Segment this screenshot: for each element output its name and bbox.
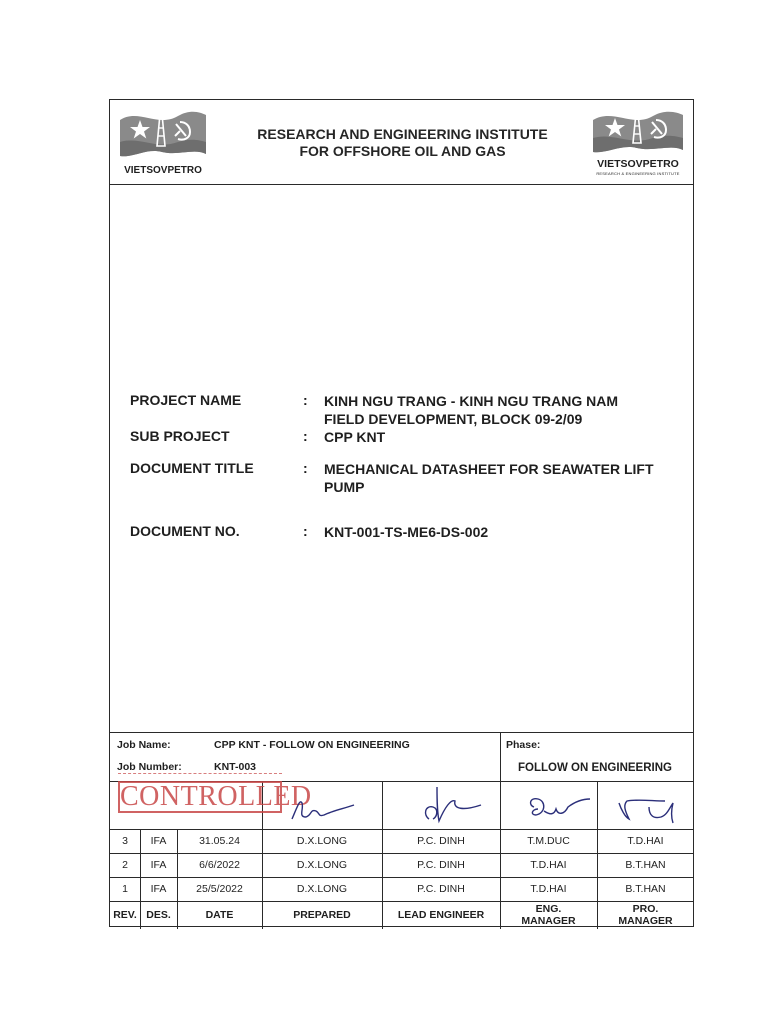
signature-icon [613, 795, 683, 827]
sub-project-label: SUB PROJECT [130, 428, 230, 444]
colon: : [303, 523, 308, 539]
signature-icon [524, 793, 594, 825]
job-revision-block [110, 732, 693, 929]
col-pro-line-2: MANAGER [618, 915, 673, 927]
prepared-cell: D.X.LONG [296, 859, 348, 871]
controlled-stamp: CONTROLLED [120, 781, 312, 812]
lead-engineer-cell: P.C. DINH [417, 859, 465, 871]
document-title-line-2: PUMP [324, 479, 365, 495]
logo-right-tagline: RESEARCH & ENGINEERING INSTITUTE [596, 171, 680, 176]
prepared-cell: D.X.LONG [296, 883, 348, 895]
date-cell: 6/6/2022 [199, 859, 240, 871]
institute-line-2: FOR OFFSHORE OIL AND GAS [299, 143, 506, 159]
vietsovpetro-logo-left [116, 106, 210, 178]
vietsovpetro-logo-icon [116, 106, 210, 162]
rev-cell: 3 [122, 835, 128, 847]
pro-manager-cell: B.T.HAN [625, 883, 666, 895]
col-des: DES. [146, 909, 171, 921]
lead-engineer-cell: P.C. DINH [417, 835, 465, 847]
rev-cell: 2 [122, 859, 128, 871]
signature-icon [288, 795, 358, 825]
col-lead-engineer: LEAD ENGINEER [397, 909, 485, 921]
logo-left-brand: VIETSOVPETRO [124, 165, 202, 176]
col-pro-line-1: PRO. [632, 903, 659, 915]
vietsovpetro-logo-right [589, 106, 687, 178]
pro-manager-cell: T.D.HAI [627, 835, 664, 847]
document-cover-sheet [109, 99, 694, 927]
phase-label: Phase: [506, 739, 541, 751]
document-title-line-1: MECHANICAL DATASHEET FOR SEAWATER LIFT [324, 461, 654, 477]
header-band [110, 100, 693, 185]
logo-right-brand: VIETSOVPETRO [597, 158, 679, 170]
job-name-value: CPP KNT - FOLLOW ON ENGINEERING [214, 739, 410, 751]
document-no-label: DOCUMENT NO. [130, 523, 240, 539]
des-cell: IFA [150, 835, 167, 847]
date-cell: 31.05.24 [199, 835, 240, 847]
des-cell: IFA [150, 883, 167, 895]
institute-line-1: RESEARCH AND ENGINEERING INSTITUTE [257, 126, 548, 142]
signature-icon [415, 785, 485, 825]
project-name-line-2: FIELD DEVELOPMENT, BLOCK 09-2/09 [324, 411, 583, 427]
col-pro-manager [597, 903, 694, 927]
document-title-label: DOCUMENT TITLE [130, 460, 254, 476]
col-prepared: PREPARED [293, 909, 351, 921]
prepared-cell: D.X.LONG [296, 835, 348, 847]
job-number-label: Job Number: [117, 761, 182, 773]
sub-project-value: CPP KNT [324, 429, 386, 445]
lead-engineer-cell: P.C. DINH [417, 883, 465, 895]
col-rev: REV. [113, 909, 137, 921]
institute-name [230, 126, 575, 160]
project-name-label: PROJECT NAME [130, 392, 242, 408]
document-title-value [324, 460, 654, 496]
col-eng-manager [500, 903, 597, 927]
col-eng-line-2: MANAGER [521, 915, 576, 927]
colon: : [303, 428, 308, 444]
vietsovpetro-logo-icon [589, 106, 687, 158]
eng-manager-cell: T.D.HAI [530, 883, 567, 895]
date-cell: 25/5/2022 [196, 883, 243, 895]
phase-value: FOLLOW ON ENGINEERING [518, 762, 672, 774]
project-name-line-1: KINH NGU TRANG - KINH NGU TRANG NAM [324, 393, 618, 409]
pro-manager-cell: B.T.HAN [625, 859, 666, 871]
col-eng-line-1: ENG. [535, 903, 562, 915]
job-name-label: Job Name: [117, 739, 171, 751]
project-name-value [324, 392, 618, 428]
des-cell: IFA [150, 859, 167, 871]
eng-manager-cell: T.M.DUC [527, 835, 570, 847]
col-date: DATE [205, 909, 234, 921]
stamp-border [118, 773, 282, 774]
document-no-value: KNT-001-TS-ME6-DS-002 [324, 524, 489, 540]
colon: : [303, 460, 308, 476]
eng-manager-cell: T.D.HAI [530, 859, 567, 871]
job-number-value: KNT-003 [214, 761, 257, 773]
colon: : [303, 392, 308, 408]
rev-cell: 1 [122, 883, 128, 895]
